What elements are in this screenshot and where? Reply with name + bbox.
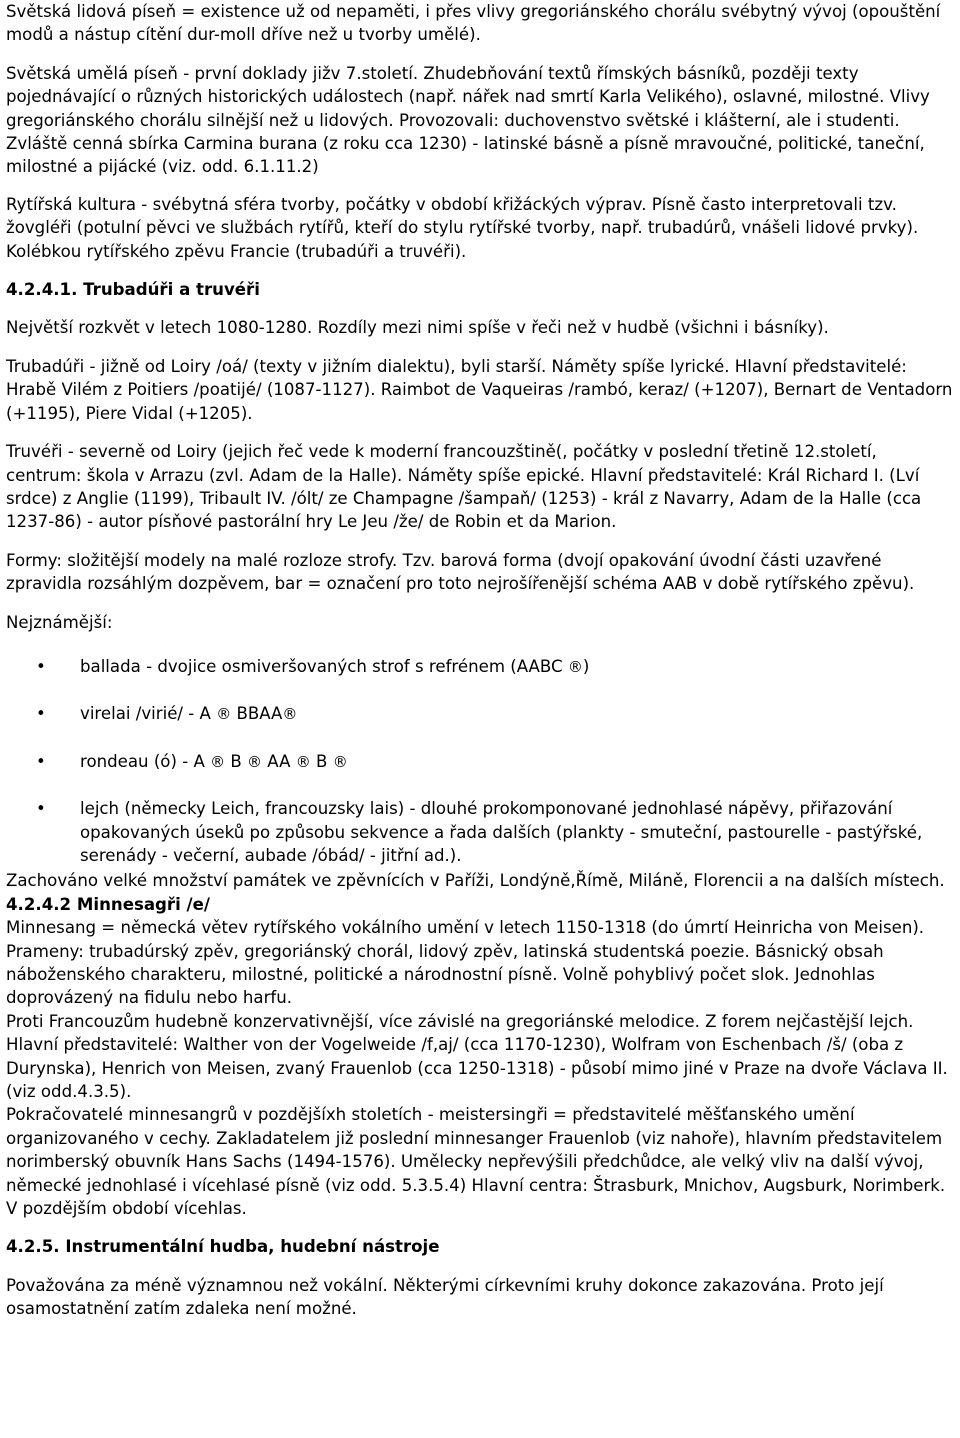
heading-instrumental: 4.2.5. Instrumentální hudba, hudební nástroje [6, 1237, 440, 1257]
list-item-text: ballada - dvojice osmiveršovaných strof s refrénem (AABC [80, 656, 568, 676]
list-item-text: rondeau (ó) - A [80, 751, 211, 771]
list-item-text-c: AA [262, 751, 296, 771]
list-item [6, 750, 956, 774]
bullet-icon: • [36, 656, 46, 676]
list-item-text: virelai /virié/ - A [80, 704, 217, 724]
paragraph-preserved: Zachováno velké množství památek ve zpěvnících v Paříži, Londýně,Římě, Miláně, Florencii a na dalších místech. [6, 871, 945, 891]
registered-icon: ® [247, 752, 263, 771]
registered-icon: ® [332, 752, 348, 771]
paragraph-knightly-culture: Rytířská kultura - svébytná sféra tvorby, počátky v období křižáckých výprav. Písně často interpretovali tzv. žovgléři (potulní pěvci ve službách rytířů, kteří do stylu rytířské tvorby, např. trubadúrů, vnášeli lidové prvky). Kolébkou rytířského zpěvu Francie (trubadúři a truvéři). [6, 194, 919, 261]
list-item-text-end: ) [582, 656, 590, 676]
paragraph-vs-french: Proti Francouzům hudebně konzervativnější, více závislé na gregoriánské melodice. Z forem nejčastější lejch. Hlavní představitelé: Walther von der Vogelweide /f,aj/ (cca 1170-1230), Wolfram von Eschenbach /š/ (oba z Durynska), Henrich von Meisen, zvaný Frauenlob (cca 1250-1318) - působí mimo jiné v Praze na dvoře Václava II. (viz odd.4.3.5). [6, 1011, 948, 1102]
paragraph-troubadours: Trubadúři - jižně od Loiry /oá/ (texty v jižním dialektu), byli starší. Náměty spíše lyrické. Hlavní představitelé: Hrabě Vilém z Poitiers /poatijé/ (1087-1127). Raimbot de Vaqueiras /rambó, keraz/ (+1207), Bernart de Ventadorn (+1195), Piere Vidal (+1205). [6, 356, 953, 423]
list-item-text: lejch (německy Leich, francouzsky lais) - dlouhé prokomponované jednohlasé nápěvy, přiřazování opakovaných úseků po způsobu sekvence a řada dalších (plankty - smuteční, pastourelle - pastýřské, serenády - večerní, aubade /óbád/ - jitřní ad.). [80, 799, 923, 865]
paragraph-art-song: Světská umělá píseň - první doklady jižv 7.století. Zhudebňování textů římských básníků, později texty pojednávající o různých historických událostech (např. nářek nad smrtí Karla Velikého), oslavné, milostné. Vlivy gregoriánského chorálu silnější než u lidových. Provozovali: duchovenstvo světské i klášterní, ale i studenti. Zvláště cenná sbírka Carmina burana (z roku cca 1230) - latinské básně a písně mravoučné, politické, taneční, milostné a pijácké (viz. odd. 6.1.11.2) [6, 63, 930, 177]
document-page [6, 0, 956, 1321]
paragraph-best-known: Nejznámější: [6, 612, 113, 632]
paragraph-meistersingers: Pokračovatelé minnesangrů v pozdějšíxh stoletích - meistersingři = představitelé měšťanského umění organizovaného v cechy. Zakladatelem již poslední minnesanger Frauenlob (viz nahoře), hlavním představitelem norimberský obuvník Hans Sachs (1494-1576). Umělecky nepřevýšili předchůdce, ale velký vliv na další vývoj, německé jednohlasé i vícehlasé písně (viz odd. 5.3.5.4) Hlavní centra: Štrasburk, Mnichov, Augsburk, Norimberk. V pozdějším období vícehlas. [6, 1105, 946, 1219]
bullet-icon: • [36, 751, 46, 771]
list-item-text-mid: BBAA [231, 704, 283, 724]
registered-icon: ® [216, 705, 232, 724]
heading-minnesingers: 4.2.4.2 Minnesagři /e/ [6, 894, 210, 914]
bullet-icon: • [36, 799, 46, 819]
list-item-text-b: B [225, 751, 248, 771]
paragraph-instrumental: Považována za méně významnou než vokální. Některými církevními kruhy dokonce zakazována. Proto její osamostatnění zatím zdaleka není možné. [6, 1275, 884, 1319]
heading-troubadours: 4.2.4.1. Trubadúři a truvéři [6, 280, 260, 300]
registered-icon: ® [210, 752, 226, 771]
paragraph-forms: Formy: složitější modely na malé rozloze strofy. Tzv. barová forma (dvojí opakování úvodní části uzavřené zpravidla rozsáhlým dozpěvem, bar = označení pro toto nejrošířenější schéma AAB v době rytířského zpěvu). [6, 550, 915, 594]
registered-icon: ® [567, 657, 583, 676]
list-item [6, 797, 956, 867]
bullet-icon: • [36, 704, 46, 724]
paragraph-trouveres: Truvéři - severně od Loiry (jejich řeč vede k moderní francouzštině(, počátky v poslední třetině 12.století, centrum: škola v Arrazu (zvl. Adam de la Halle). Náměty spíše epické. Hlavní představitelé: Král Richard I. (Lví srdce) z Anglie (1199), Tribault IV. /ólt/ ze Champagne /šampaň/ (1253) - král z Navarry, Adam de la Halle (cca 1237-86) - autor písňové pastorální hry Le Jeu /že/ de Robin et da Marion. [6, 442, 922, 532]
list-item [6, 702, 956, 726]
list-item [6, 655, 956, 679]
registered-icon: ® [282, 705, 298, 724]
registered-icon: ® [295, 752, 311, 771]
paragraph-minnesang: Minnesang = německá větev rytířského vokálního umění v letech 1150-1318 (do úmrtí Heinricha von Meisen). Prameny: trubadúrský zpěv, gregoriánský chorál, lidový zpěv, latinská studentská poezie. Básnický obsah náboženského charakteru, milostné, politické a národnostní písně. Volně pohyblivý počet slok. Jednohlas doprovázený na fidulu nebo harfu. [6, 918, 925, 1008]
list-item-text-d: B [310, 751, 333, 771]
paragraph-folk-song: Světská lidová píseň = existence už od nepaměti, i přes vlivy gregoriánského chorálu svébytný vývoj (opouštění modů a nástup cítění dur-moll dříve než u tvorby umělé). [6, 2, 941, 45]
paragraph-heyday: Největší rozkvět v letech 1080-1280. Rozdíly mezi nimi spíše v řeči než v hudbě (všichni i básníky). [6, 318, 829, 338]
forms-list [6, 655, 956, 867]
